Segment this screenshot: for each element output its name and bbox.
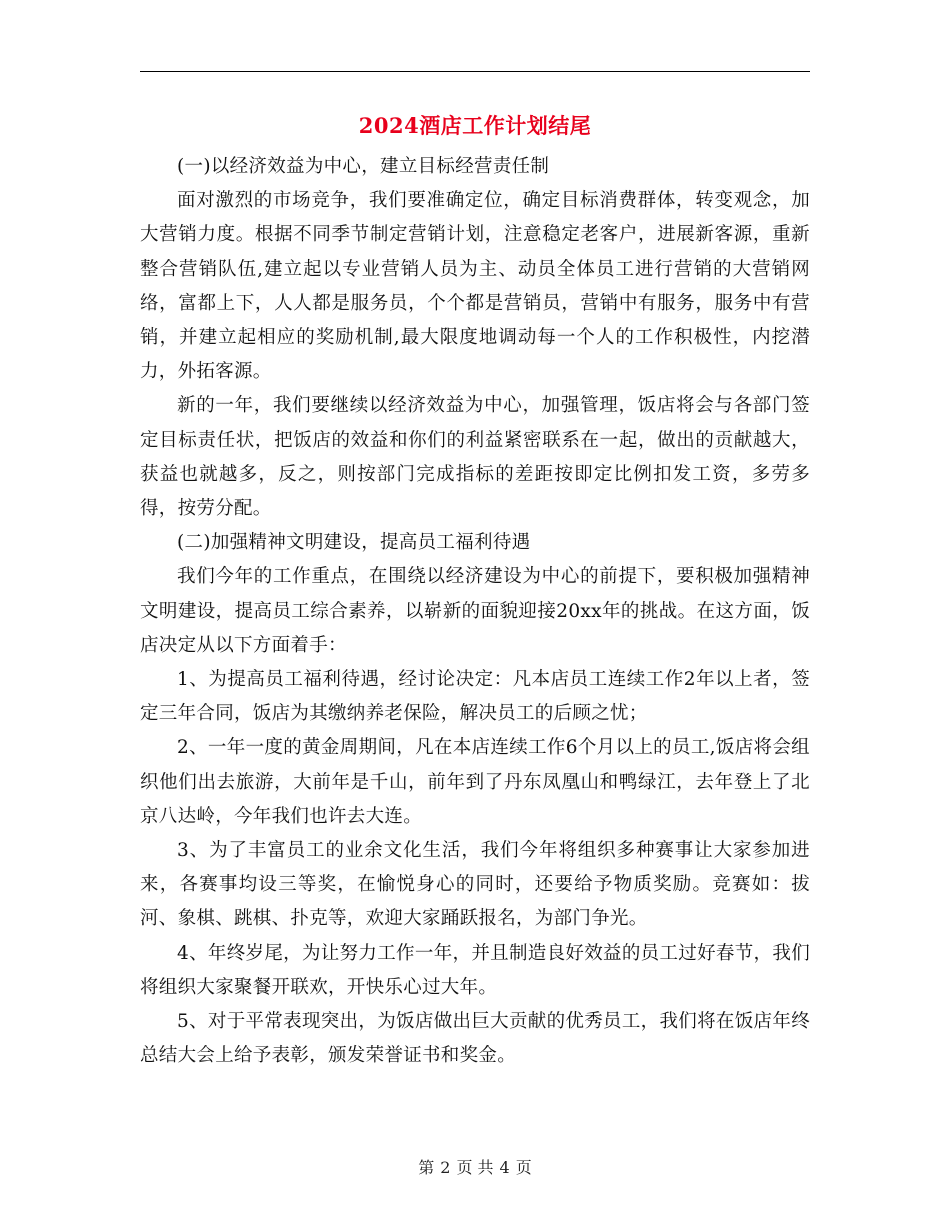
- list-item: 1、为提高员工福利待遇，经讨论决定：凡本店员工连续工作2年以上者，签定三年合同，饭店为其缴纳养老保险，解决员工的后顾之忧；: [140, 669, 810, 725]
- page-title: 2024酒店工作计划结尾: [358, 113, 592, 138]
- footer-middle: 页 共: [456, 1158, 494, 1177]
- list-item: 4、年终岁尾，为让努力工作一年，并且制造良好效益的员工过好春节，我们将组织大家聚餐开联欢，开快乐心过大年。: [140, 942, 810, 998]
- footer-suffix: 页: [515, 1158, 532, 1177]
- section-heading: (二)加强精神文明建设，提高员工福利待遇: [177, 532, 531, 554]
- document-body: [140, 150, 810, 1073]
- paragraph: 我们今年的工作重点，在围绕以经济建设为中心的前提下，要积极加强精神文明建设，提高员工综合素养，以崭新的面貌迎接20xx年的挑战。在这方面，饭店决定从以下方面着手：: [140, 566, 810, 656]
- footer-total-pages: 4: [499, 1158, 510, 1177]
- footer-page-number: 2: [440, 1158, 451, 1177]
- paragraph: 面对激烈的市场竞争，我们要准确定位，确定目标消费群体，转变观念，加大营销力度。根据不同季节制定营销计划，注意稳定老客户，进展新客源，重新整合营销队伍,建立起以专业营销人员为主、动员全体员工进行营销的大营销网络，富都上下，人人都是服务员，个个都是营销员，营销中有服务，服务中有营销，并建立起相应的奖励机制,最大限度地调动每一个人的工作积极性，内挖潜力，外拓客源。: [140, 190, 810, 383]
- footer-prefix: 第: [418, 1158, 435, 1177]
- list-item: 3、为了丰富员工的业余文化生活，我们今年将组织多种赛事让大家参加进来，各赛事均设三等奖，在愉悦身心的同时，还要给予物质奖励。竞赛如：拔河、象棋、跳棋、扑克等，欢迎大家踊跃报名，为部门争光。: [140, 840, 810, 930]
- section-heading: (一)以经济效益为中心，建立目标经营责任制: [177, 156, 550, 177]
- paragraph: 新的一年，我们要继续以经济效益为中心，加强管理，饭店将会与各部门签定目标责任状，把饭店的效益和你们的利益紧密联系在一起，做出的贡献越大，获益也就越多，反之，则按部门完成指标的差距按即定比例扣发工资，多劳多得，按劳分配。: [140, 395, 810, 520]
- page-footer: [0, 1155, 950, 1178]
- list-item: 2、一年一度的黄金周期间，凡在本店连续工作6个月以上的员工,饭店将会组织他们出去旅游，大前年是千山，前年到了丹东凤凰山和鸭绿江，去年登上了北京八达岭，今年我们也许去大连。: [140, 737, 810, 827]
- list-item: 5、对于平常表现突出，为饭店做出巨大贡献的优秀员工，我们将在饭店年终总结大会上给予表彰，颁发荣誉证书和奖金。: [140, 1011, 810, 1067]
- header-rule: [140, 71, 810, 72]
